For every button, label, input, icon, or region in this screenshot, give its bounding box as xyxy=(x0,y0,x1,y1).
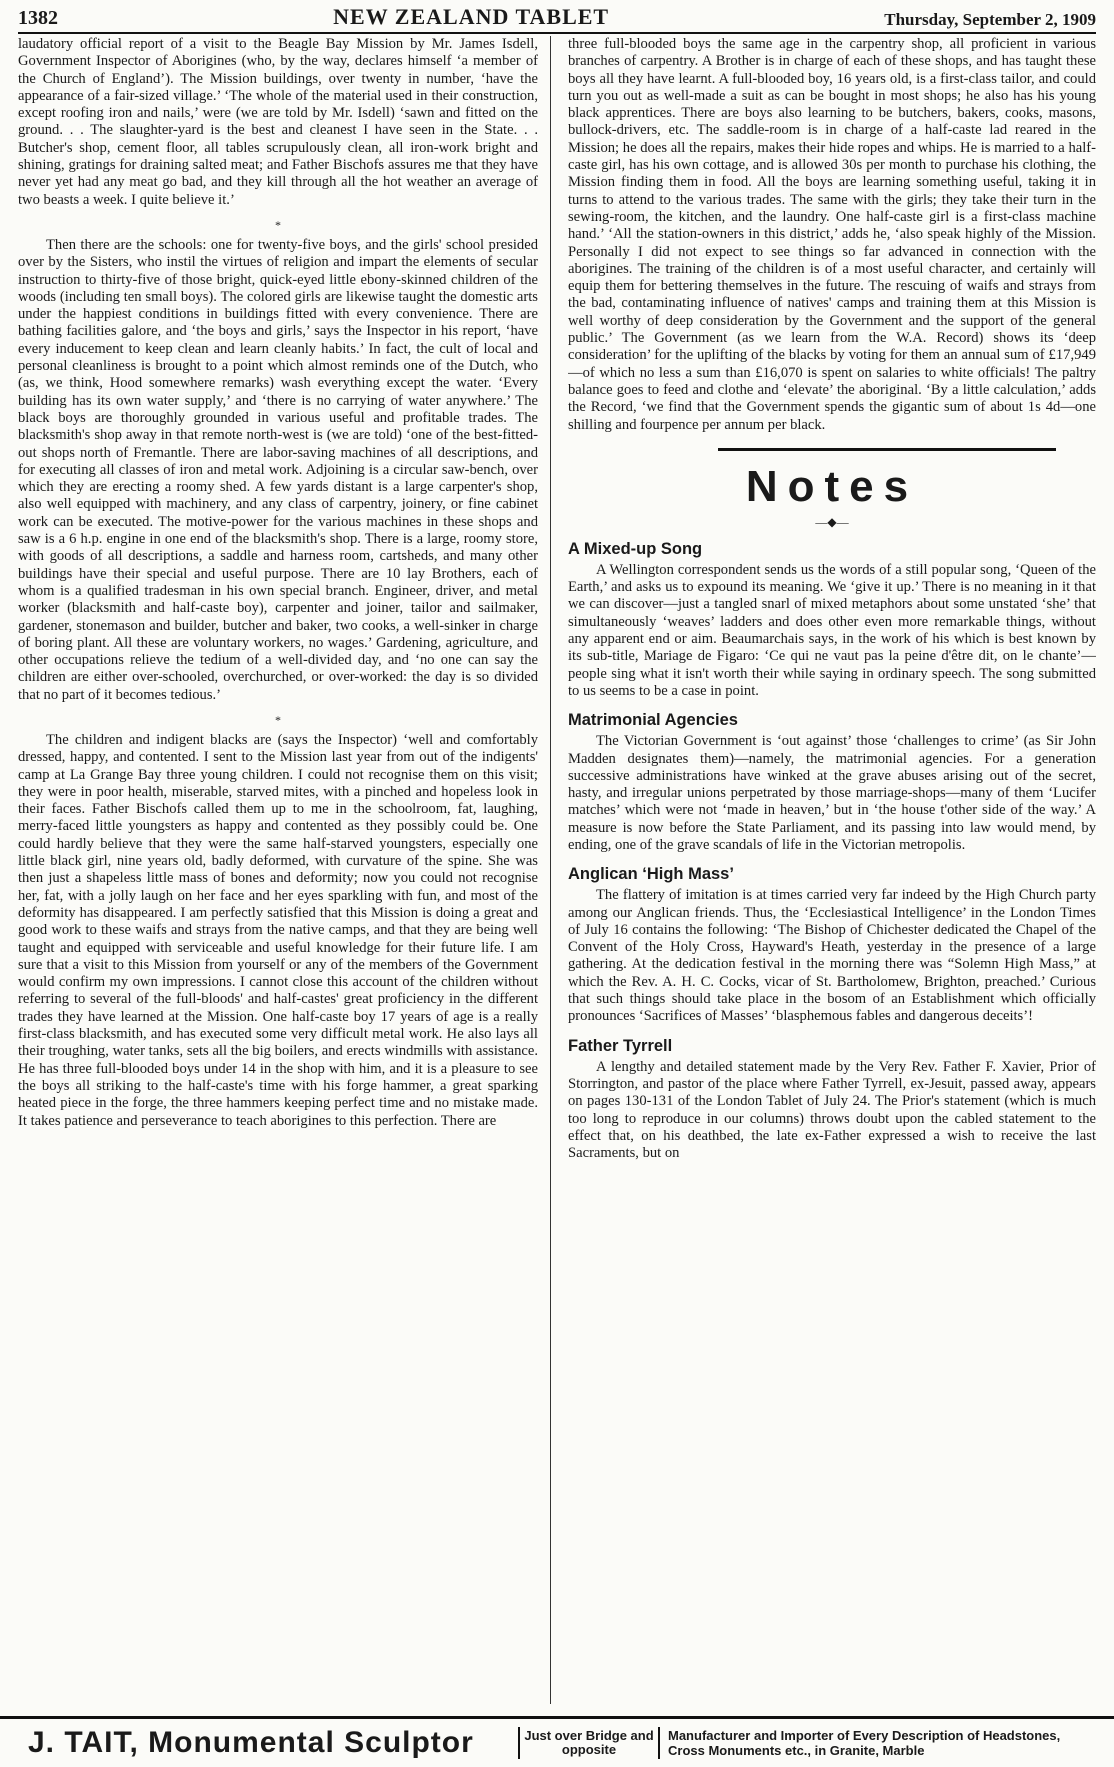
note-heading: A Mixed-up Song xyxy=(568,539,703,558)
newspaper-title: NEW ZEALAND TABLET xyxy=(333,4,610,29)
advertiser-location: Just over Bridge and opposite xyxy=(518,1727,660,1759)
note-heading: Anglican ‘High Mass’ xyxy=(568,865,734,884)
note-body: The flattery of imitation is at times carried very far indeed by the High Church party among our Anglican friends. Thus, the ‘Ecclesiastical Intelligence’ in the London Times of July 16 contains the following: ‘The Bishop of Chichester dedicated the Chapel of the Convent of the Holy Cross, Hayward's Heath, yesterday in the presence of a large gathering. At the dedication festival in the morning there was “Solemn High Mass,” at which the Rev. A. H. C. Cocks, vicar of St. Bartholomew, Brighton, preached.’ Curious that such things should take place in the bosom of an Establishment which officially pronounces ‘Sacrifices of Masses’ ‘blasphemous fables and dangerous deceits’! xyxy=(568,887,1096,1025)
article-paragraph: Then there are the schools: one for twenty-five boys, and the girls' school presided over by the Sisters, who instil the virtues of religion and impart the elements of secular instruction to thirty-five of those bright, quick-eyed little ebony-skinned children of the woods (including ten small boys). The colored girls are likewise taught the domestic arts under the happiest conditions in buildings fitted with every convenience. There are bathing facilities galore, and ‘the boys and girls,’ says the Inspector in his report, ‘have every inducement to keep clean and learn cleanly habits.’ In fact, the cult of local and personal cleanliness is brought to a point which almost reminds one of the Dutch, who (as, we think, Hood somewhere remarks) wash everything except the water. ‘Every building has its own water supply,’ and ‘there is no carrying of water anywhere.’ The black boys are thoroughly grounded in various useful and profitable trades. The blacksmith's shop away in that remote north-west is (we are told) ‘one of the best-fitted-out shops north of Fremantle. There are labor-saving machines of all descriptions, and for executing all classes of iron and metal work. Adjoining is a circular saw-bench, over which they are erecting a roomy shed. A few yards distant is a large carpenter's shop, also well equipped with machinery, and any class of carpentry, joinery, or fine cabinet work can be executed. The motive-power for the various machines in these shops and saw is a 6 h.p. engine in one end of the blacksmith's shop. There is a large, roomy store, with goods of all descriptions, a saddle and harness room, cartsheds, and many other buildings have their special and useful purpose. There are 10 lay Brothers, each of whom is a qualified tradesman in his own special branch. Engineer, driver, and metal worker (blacksmith and half-caste boy), carpenter and joiner, tailor and sailmaker, gardener, stonemason and builder, butcher and baker, two cooks, a well-sinker in charge of boring plant. All these are voluntary workers, no wages.’ Gardening, agriculture, and other occupations relieve the tedium of a well-divided day, and ‘no one can say the children are either over-schooled, overchurched, or over-worked: the day is so divided that no part of it becomes tedious.’ xyxy=(18,236,538,703)
notes-rule xyxy=(718,448,1056,451)
section-separator: * xyxy=(275,217,281,232)
bottom-advertisement xyxy=(0,1716,1114,1767)
section-separator: * xyxy=(275,712,281,727)
note-heading: Matrimonial Agencies xyxy=(568,711,738,730)
masthead xyxy=(18,2,1096,34)
left-column xyxy=(18,36,538,1704)
diamond-ornament-icon: —◆— xyxy=(815,514,849,529)
advertiser-name: J. TAIT, Monumental Sculptor xyxy=(28,1726,474,1759)
notes-heading: Notes xyxy=(745,461,919,511)
advertiser-description: Manufacturer and Importer of Every Description of Headstones, Cross Monuments etc., in Granite, Marble xyxy=(668,1728,1061,1758)
issue-date: Thursday, September 2, 1909 xyxy=(884,10,1096,29)
column-divider xyxy=(550,36,551,1704)
article-paragraph: The children and indigent blacks are (says the Inspector) ‘well and comfortably dressed, happy, and contented. I sent to the Mission last year from out of the indigents' camp at La Grange Bay three young children. I could not recognise them on this visit; they were in poor health, miserable, starved mites, with a pinched and hopeless look in their faces. Father Bischofs called them up to me in the schoolroom, fat, laughing, merry-faced little youngsters as happy and contented as they possibly could be. One could hardly believe that they were the same half-starved youngsters, especially one little black girl, nine years old, badly deformed, with curvature of the spine. She was then just a shapeless little mass of bones and deformity; now you could not recognise her, fat, with a jolly laugh on her face and her eyes sparkling with fun, and most of the deformity has disappeared. I am perfectly satisfied that this Mission is doing a great and good work to these waifs and strays from the native camps, and that they are being well taught and equipped with serviceable and useful knowledge for their future life. I am sure that a visit to this Mission from yourself or any of the members of the Government would confirm my own impressions. I cannot close this account of the children without referring to several of the full-bloods' and half-castes' great proficiency in the different trades they have learned at the Mission. One half-caste boy 17 years of age is a really first-class blacksmith, and has executed some very difficult metal work. He also lays all their troughing, water tanks, sets all the big boilers, and erects windmills with assistance. He has three full-blooded boys under 14 in the shop with him, and it is a pleasure to see the boys all striking to the half-caste's time with his forge hammer, a great sparking heated piece in the forge, the three hammers keeping perfect time and no mistake made. It takes patience and perseverance to teach aborigines to this perfection. There are xyxy=(18,731,538,1129)
note-body: The Victorian Government is ‘out against’ those ‘challenges to crime’ (as Sir John Madden designates them)—namely, the matrimonial agencies. For a generation successive administrations have winked at the grave abuses arising out of the secret, hasty, and irregular unions perpetrated by those marriage-shops—many of them ‘Lucifer matches’ which were not ‘made in heaven,’ but in ‘the house t'other side of the way.’ A measure is now before the State Parliament, and its passing into law would mend, by ending, one of the grave scandals of life in the Victorian metropolis. xyxy=(568,733,1096,853)
notes-section-header xyxy=(568,448,1096,529)
right-column xyxy=(568,36,1096,1704)
article-continuation: three full-blooded boys the same age in the carpentry shop, all proficient in various branches of carpentry. A Brother is in charge of each of these shops, and has taught these boys all they have learnt. A full-blooded boy, 16 years old, is a first-class tailor, and could turn you out as well-made a suit as can be bought in most shops; he also has his young black apprentices. There are boys also learning to be butchers, bakers, cooks, masons, bullock-drivers, etc. The saddle-room is in charge of a half-caste lad reared in the Mission; he does all the repairs, makes their hide ropes and whips. He is married to a half-caste girl, has his own cottage, and is allowed 30s per month to purchase his clothing, the Mission finding them in food. All the boys are learning something useful, taking it in turns to attend to the various trades. The same with the girls; they take their turn in the sewing-room, the kitchen, and the laundry. One half-caste girl is a first-class machine hand.’ ‘All the station-owners in this district,’ adds he, ‘also speak highly of the Mission. Personally I did not expect to see things so far advanced in connection with the aborigines. The training of the children is of a most useful character, and certainly will equip them for bettering themselves in the future. The rescuing of waifs and strays from the bad, contaminating influence of natives' camps and training them at this Mission is well worthy of deep consideration by the Government and the support of the general public.’ The Government (as we learn from the W.A. Record) shows its ‘deep consideration’ for the uplifting of the blacks by voting for them an annual sum of £17,949—of which no less a sum than £16,070 is spent on salaries to white officials! The paltry balance goes to feed and clothe and ‘elevate’ the aboriginal. ‘By a little calculation,’ adds the Record, ‘we find that the Government spends the gigantic sum of about 1s 4d—one shilling and fourpence per annum per black. xyxy=(568,36,1096,433)
note-heading: Father Tyrrell xyxy=(568,1036,673,1055)
note-body: A Wellington correspondent sends us the words of a still popular song, ‘Queen of the Earth,’ and asks us to expound its meaning. We ‘give it up.’ There is no meaning in it that we can discover—just a tangled snarl of mixed metaphors about some unstated ‘she’ that simultaneously ‘weaves’ ladders and does other even more remarkable things, without any apparent end or aim. Beaumarchais says, in the work of his which is best known by its sub-title, Mariage de Figaro: ‘Ce qui ne vaut pas la peine d'être dit, on le chante’—people sing what it isn't worth their while saying in ordinary speech. The song submitted to us seems to be a case in point. xyxy=(568,561,1096,699)
page-number: 1382 xyxy=(18,7,58,29)
note-body: A lengthy and detailed statement made by the Very Rev. Father F. Xavier, Prior of Storrington, and pastor of the place where Father Tyrrell, ex-Jesuit, passed away, appears on pages 130-131 of the London Tablet of July 24. The Prior's statement (which is much too long to reproduce in our columns) throws doubt upon the cabled statement to the effect that, on his deathbed, the late ex-Father expressed a wish to receive the last Sacraments, but on xyxy=(568,1058,1096,1162)
article-paragraph: laudatory official report of a visit to the Beagle Bay Mission by Mr. James Isdell, Government Inspector of Aborigines (who, by the way, declares himself ‘a member of the Church of England’). The Mission buildings, over twenty in number, ‘have the appearance of a fair-sized village.’ ‘The whole of the material used in their construction, except roofing iron and nails,’ were (we are told by Mr. Isdell) ‘sawn and fitted on the ground. . . The slaughter-yard is the best and cleanest I have seen in the State. . . Butcher's shop, cement floor, all tables scrupulously clean, all iron-work bright and shining, gratings for draining salted meat; and Father Bischofs assures me that they have never yet had any meat go bad, and they kill through all the hot weather an average of two beasts a week. I quite believe it.’ xyxy=(18,36,538,208)
